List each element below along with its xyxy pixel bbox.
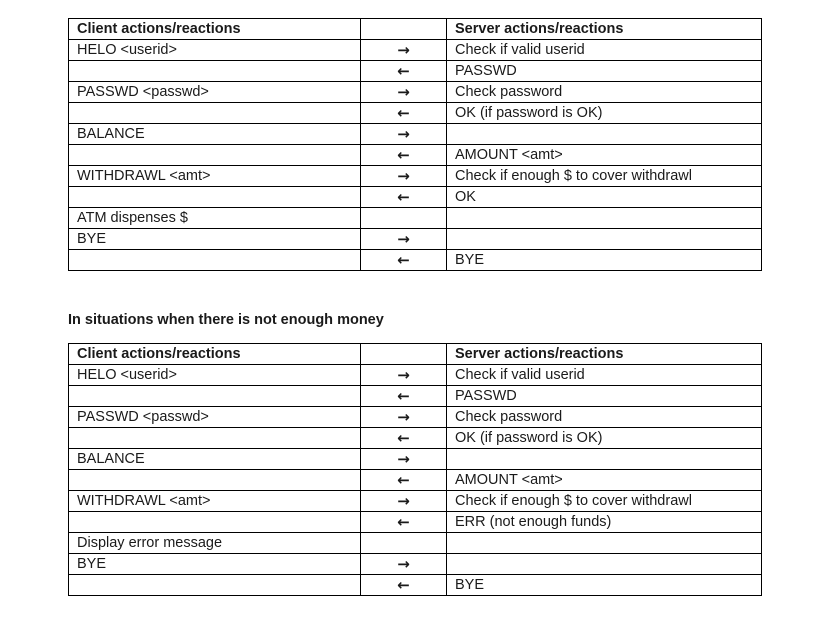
client-cell [69,103,361,124]
arrow-right-icon: → [361,166,447,187]
client-cell: BALANCE [69,449,361,470]
section-heading: In situations when there is not enough money [68,312,384,328]
server-cell [447,449,762,470]
table-row [69,407,762,428]
client-cell: ATM dispenses $ [69,208,361,229]
client-cell [69,428,361,449]
header-arrow [361,344,447,365]
server-cell: AMOUNT <amt> [447,145,762,166]
server-cell: AMOUNT <amt> [447,470,762,491]
arrow-left-icon: ← [361,428,447,449]
protocol-table-normal [68,18,762,271]
arrow-right-icon: → [361,229,447,250]
table-row [69,365,762,386]
header-client: Client actions/reactions [69,19,361,40]
table-row [69,428,762,449]
table-row [69,575,762,596]
client-cell [69,187,361,208]
table-row [69,229,762,250]
table-row [69,187,762,208]
server-cell: Check password [447,407,762,428]
protocol-table-body [69,344,762,596]
server-cell [447,124,762,145]
server-cell: OK (if password is OK) [447,428,762,449]
table-row [69,470,762,491]
arrow-right-icon: → [361,124,447,145]
server-cell: PASSWD [447,61,762,82]
server-cell [447,229,762,250]
protocol-table-body [69,19,762,271]
server-cell: ERR (not enough funds) [447,512,762,533]
client-cell [69,470,361,491]
table-row [69,533,762,554]
arrow-cell [361,533,447,554]
client-cell [69,512,361,533]
header-server: Server actions/reactions [447,344,762,365]
table-row [69,145,762,166]
arrow-right-icon: → [361,554,447,575]
server-cell: Check if valid userid [447,365,762,386]
server-cell: Check if enough $ to cover withdrawl [447,491,762,512]
server-cell [447,533,762,554]
server-cell [447,554,762,575]
table-row [69,166,762,187]
table-header-row [69,19,762,40]
client-cell [69,145,361,166]
arrow-right-icon: → [361,365,447,386]
table-row [69,512,762,533]
arrow-left-icon: ← [361,386,447,407]
arrow-left-icon: ← [361,187,447,208]
server-cell: Check if valid userid [447,40,762,61]
client-cell: PASSWD <passwd> [69,82,361,103]
table-row [69,554,762,575]
header-client: Client actions/reactions [69,344,361,365]
server-cell [447,208,762,229]
server-cell: Check password [447,82,762,103]
client-cell: WITHDRAWL <amt> [69,491,361,512]
server-cell: BYE [447,250,762,271]
arrow-right-icon: → [361,491,447,512]
table-row [69,386,762,407]
client-cell [69,61,361,82]
arrow-left-icon: ← [361,250,447,271]
server-cell: OK [447,187,762,208]
arrow-right-icon: → [361,40,447,61]
table-row [69,449,762,470]
table-row [69,491,762,512]
client-cell [69,250,361,271]
client-cell: Display error message [69,533,361,554]
table-header-row [69,344,762,365]
server-cell: PASSWD [447,386,762,407]
arrow-left-icon: ← [361,575,447,596]
protocol-table-insufficient-funds [68,343,762,596]
table-row [69,124,762,145]
arrow-right-icon: → [361,407,447,428]
client-cell: BALANCE [69,124,361,145]
client-cell: HELO <userid> [69,365,361,386]
client-cell: BYE [69,554,361,575]
arrow-left-icon: ← [361,61,447,82]
table-row [69,103,762,124]
table-row [69,40,762,61]
client-cell [69,386,361,407]
header-server: Server actions/reactions [447,19,762,40]
client-cell: HELO <userid> [69,40,361,61]
server-cell: Check if enough $ to cover withdrawl [447,166,762,187]
table-row [69,82,762,103]
table-row [69,208,762,229]
arrow-cell [361,208,447,229]
arrow-left-icon: ← [361,512,447,533]
server-cell: OK (if password is OK) [447,103,762,124]
arrow-left-icon: ← [361,145,447,166]
arrow-right-icon: → [361,82,447,103]
client-cell: PASSWD <passwd> [69,407,361,428]
header-arrow [361,19,447,40]
client-cell [69,575,361,596]
client-cell: BYE [69,229,361,250]
arrow-right-icon: → [361,449,447,470]
client-cell: WITHDRAWL <amt> [69,166,361,187]
arrow-left-icon: ← [361,103,447,124]
table-row [69,250,762,271]
table-row [69,61,762,82]
arrow-left-icon: ← [361,470,447,491]
server-cell: BYE [447,575,762,596]
